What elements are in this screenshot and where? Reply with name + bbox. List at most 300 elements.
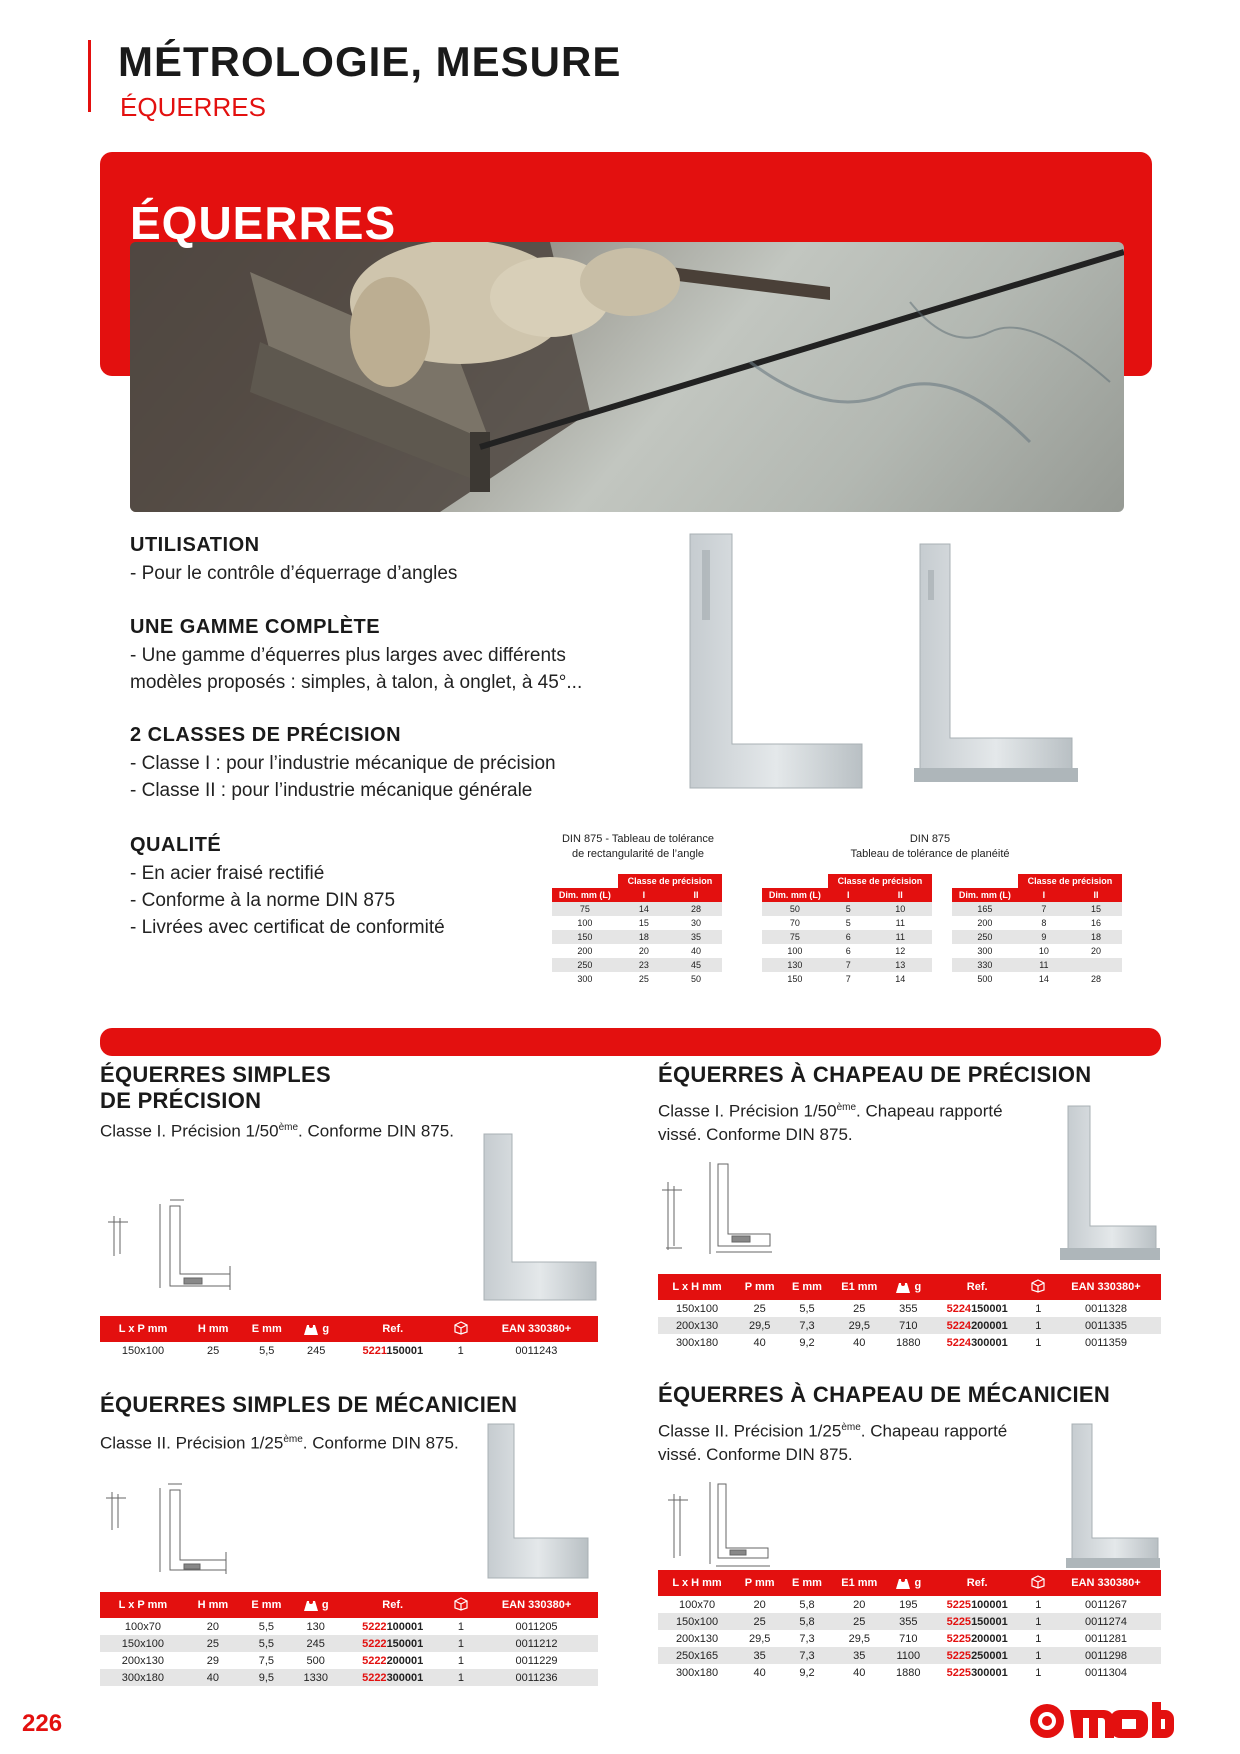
ref-cell bbox=[339, 1618, 447, 1635]
section-text: - Conforme à la norme DIN 875 bbox=[130, 890, 396, 911]
section-divider bbox=[100, 1028, 1161, 1056]
ref-suffix: 150001 bbox=[971, 1615, 1008, 1628]
table-cell: 5,5 bbox=[240, 1635, 293, 1652]
table-cell: 1 bbox=[1035, 1598, 1042, 1611]
table-cell: 40 bbox=[853, 1666, 866, 1679]
tolerance-cell: 70 bbox=[789, 918, 800, 928]
technical-drawing bbox=[100, 1196, 240, 1296]
section-text: - Classe I : pour l’industrie mécanique de précision bbox=[130, 753, 556, 774]
table-cell: 0011212 bbox=[475, 1635, 598, 1652]
square-photo-chapeau bbox=[900, 540, 1090, 790]
table-cell: 5,8 bbox=[783, 1613, 830, 1630]
tolerance-cell: 13 bbox=[869, 958, 932, 972]
tolerance-row bbox=[952, 958, 1122, 972]
table-row bbox=[658, 1647, 1161, 1664]
table-cell: 1 bbox=[1035, 1632, 1042, 1645]
technical-drawing bbox=[100, 1480, 240, 1580]
weight-header: g bbox=[293, 1592, 339, 1618]
table-header-cell: E mm bbox=[783, 1274, 830, 1300]
hero-title: ÉQUERRES bbox=[130, 197, 397, 249]
tolerance-cell: 18 bbox=[618, 930, 670, 944]
product-title-simple-mecanicien: ÉQUERRES SIMPLES DE MÉCANICIEN bbox=[100, 1392, 518, 1417]
ref-prefix: 5222 bbox=[362, 1654, 387, 1667]
package-header bbox=[1026, 1274, 1051, 1300]
table-row bbox=[658, 1334, 1161, 1351]
table-cell: 29 bbox=[206, 1654, 219, 1667]
tolerance-cell: 75 bbox=[762, 930, 828, 944]
table-header-cell: E1 mm bbox=[831, 1570, 888, 1596]
tolerance-cell: 100 bbox=[577, 918, 593, 928]
product-rows bbox=[100, 1342, 598, 1359]
tolerance-row bbox=[762, 944, 932, 958]
section-text: modèles proposés : simples, à talon, à onglet, à 45°... bbox=[130, 672, 583, 693]
table-cell: 300x180 bbox=[675, 1336, 719, 1349]
tolerance-cell: 18 bbox=[1070, 930, 1122, 944]
ref-suffix: 200001 bbox=[971, 1632, 1008, 1645]
tolerance-cell: 300 bbox=[977, 946, 993, 956]
table-cell: 5,5 bbox=[259, 1344, 275, 1357]
ref-cell bbox=[929, 1647, 1026, 1664]
table-header-cell: EAN 330380+ bbox=[475, 1592, 598, 1618]
table-cell: 300x180 bbox=[675, 1666, 719, 1679]
tolerance-cell: 100 bbox=[787, 946, 803, 956]
table-row bbox=[658, 1613, 1161, 1630]
ref-suffix: 300001 bbox=[386, 1671, 424, 1684]
table-cell: 9,5 bbox=[240, 1669, 293, 1686]
ref-cell bbox=[339, 1669, 447, 1686]
table-cell: 0011359 bbox=[1084, 1336, 1127, 1349]
ref-cell bbox=[339, 1652, 447, 1669]
ref-cell bbox=[929, 1664, 1026, 1681]
square-photo-simple bbox=[680, 530, 900, 798]
ref-prefix: 5225 bbox=[946, 1598, 972, 1611]
tolerance-table-planeite-1: Classe de précision Dim. mm (L) I II 50 5 10 70 5 11 75 6 11 100 6 12 130 7 13 150 7 14 bbox=[762, 874, 932, 986]
table-row bbox=[658, 1630, 1161, 1647]
table-cell: 0011205 bbox=[515, 1620, 558, 1633]
table-cell: 29,5 bbox=[736, 1317, 783, 1334]
table-header-cell: L x H mm bbox=[658, 1274, 736, 1300]
tolerance-cell: 28 bbox=[670, 902, 722, 916]
tolerance-rows bbox=[552, 902, 722, 986]
header-accent-bar bbox=[88, 40, 91, 112]
tolerance-cell: 16 bbox=[1090, 918, 1101, 928]
tolerance-cell: 330 bbox=[952, 958, 1018, 972]
technical-drawing bbox=[658, 1160, 778, 1260]
tolerance-cell: 250 bbox=[952, 930, 1018, 944]
tolerance-cell: 14 bbox=[1038, 974, 1049, 984]
product-photo-simple-mecanicien bbox=[484, 1420, 594, 1584]
table-cell: 1 bbox=[457, 1620, 465, 1633]
ref-suffix: 300001 bbox=[971, 1336, 1008, 1349]
product-table-simple-precision bbox=[100, 1316, 598, 1359]
table-cell: 35 bbox=[736, 1647, 783, 1664]
table-header-cell: Ref. bbox=[339, 1592, 447, 1618]
tolerance-cell bbox=[1070, 958, 1122, 972]
table-header-cell: EAN 330380+ bbox=[1051, 1570, 1161, 1596]
section-heading-gamme: UNE GAMME COMPLÈTE bbox=[130, 616, 381, 638]
table-row bbox=[658, 1300, 1161, 1317]
weight-icon bbox=[303, 1599, 319, 1611]
ref-cell bbox=[339, 1342, 446, 1359]
table-cell: 25 bbox=[736, 1613, 783, 1630]
product-rows bbox=[658, 1300, 1161, 1351]
ref-cell bbox=[929, 1300, 1026, 1317]
product-table-chapeau-precision bbox=[658, 1274, 1161, 1351]
product-photo-chapeau-mecanicien bbox=[1058, 1420, 1164, 1572]
tolerance-table-planeite-2: Classe de précision Dim. mm (L) I II 165 7 15 200 8 16 250 9 18 300 10 20 330 11 500 14 28 bbox=[952, 874, 1122, 986]
ref-prefix: 5225 bbox=[946, 1649, 972, 1662]
table-cell: 710 bbox=[899, 1632, 918, 1645]
package-header bbox=[1026, 1570, 1051, 1596]
table-cell: 1880 bbox=[896, 1666, 921, 1679]
ref-suffix: 150001 bbox=[971, 1302, 1008, 1315]
table-cell: 40 bbox=[853, 1336, 866, 1349]
table-cell: 1 bbox=[457, 1654, 465, 1667]
table-cell: 0011298 bbox=[1051, 1647, 1161, 1664]
tolerance-row bbox=[762, 916, 932, 930]
tolerance-cell: 200 bbox=[977, 918, 993, 928]
tolerance-row bbox=[552, 930, 722, 944]
table-cell: 25 bbox=[853, 1302, 866, 1315]
table-cell: 25 bbox=[753, 1302, 766, 1315]
product-title-simple-precision: ÉQUERRES SIMPLES DE PRÉCISION bbox=[100, 1062, 331, 1113]
table-cell: 245 bbox=[307, 1344, 326, 1357]
table-header-cell: Ref. bbox=[339, 1316, 446, 1342]
tolerance-cell: 20 bbox=[638, 946, 649, 956]
table-cell: 1 bbox=[1026, 1647, 1051, 1664]
product-table-simple-mecanicien bbox=[100, 1592, 598, 1686]
product-table-header bbox=[658, 1274, 1161, 1300]
tolerance-row bbox=[762, 930, 932, 944]
table-cell: 1 bbox=[447, 1669, 475, 1686]
product-table-chapeau-mecanicien bbox=[658, 1570, 1161, 1681]
table-cell: 29,5 bbox=[831, 1317, 888, 1334]
weight-header: g bbox=[293, 1316, 339, 1342]
weight-icon bbox=[895, 1281, 911, 1293]
table-cell: 1100 bbox=[888, 1647, 929, 1664]
tolerance-row bbox=[952, 944, 1122, 958]
tolerance-row bbox=[552, 944, 722, 958]
tolerance-row bbox=[552, 916, 722, 930]
table-cell: 100x70 bbox=[679, 1598, 716, 1611]
tolerance-cell: 25 bbox=[638, 974, 649, 984]
table-header-cell: E mm bbox=[240, 1316, 293, 1342]
page-title: MÉTROLOGIE, MESURE bbox=[118, 38, 622, 85]
table-cell: 0011229 bbox=[515, 1654, 558, 1667]
table-cell: 0011281 bbox=[1084, 1632, 1127, 1645]
hero-photo bbox=[130, 242, 1124, 512]
tolerance-row bbox=[952, 916, 1122, 930]
table-header-cell: P mm bbox=[736, 1274, 783, 1300]
tolerance-cell: 6 bbox=[845, 946, 851, 956]
tolerance-row bbox=[762, 972, 932, 986]
section-heading-qualite: QUALITÉ bbox=[130, 834, 222, 856]
table-cell: 25 bbox=[831, 1613, 888, 1630]
table-cell: 7,3 bbox=[783, 1317, 830, 1334]
table-cell: 0011304 bbox=[1084, 1666, 1127, 1679]
package-box-icon bbox=[453, 1321, 469, 1335]
tolerance-caption-planeite: DIN 875 Tableau de tolérance de planéité bbox=[850, 833, 1010, 860]
product-table-header bbox=[658, 1570, 1161, 1596]
ref-prefix: 5222 bbox=[362, 1620, 387, 1633]
tolerance-cell: 7 bbox=[845, 974, 851, 984]
tolerance-cell: 23 bbox=[618, 958, 670, 972]
table-cell: 0011267 bbox=[1084, 1598, 1127, 1611]
table-cell: 150x100 bbox=[100, 1635, 186, 1652]
tolerance-cell: 7 bbox=[1018, 902, 1070, 916]
tolerance-row bbox=[952, 930, 1122, 944]
tolerance-cell: 130 bbox=[762, 958, 828, 972]
page-subtitle: ÉQUERRES bbox=[120, 92, 266, 122]
tolerance-cell: 11 bbox=[895, 918, 905, 928]
tolerance-cell: 150 bbox=[787, 974, 803, 984]
table-cell: 1 bbox=[457, 1344, 464, 1357]
table-cell: 7,3 bbox=[783, 1647, 830, 1664]
table-cell: 5,8 bbox=[799, 1598, 815, 1611]
table-cell: 1 bbox=[1035, 1666, 1042, 1679]
ref-suffix: 100001 bbox=[386, 1620, 424, 1633]
ref-suffix: 250001 bbox=[971, 1649, 1008, 1662]
table-row bbox=[100, 1618, 598, 1635]
tolerance-table-angle: Classe de précision Dim. mm (L) I II 75 14 28 100 15 30 150 18 35 200 20 40 250 23 45 300 25 50 bbox=[552, 874, 722, 986]
ref-cell bbox=[929, 1317, 1026, 1334]
product-desc-chapeau-precision: Classe I. Précision 1/50ème. Chapeau rapporté vissé. Conforme DIN 875. bbox=[658, 1101, 1003, 1144]
table-cell: 20 bbox=[206, 1620, 219, 1633]
table-row bbox=[658, 1596, 1161, 1613]
tolerance-row bbox=[762, 902, 932, 916]
ref-suffix: 300001 bbox=[971, 1666, 1008, 1679]
tolerance-cell: 11 bbox=[1018, 958, 1070, 972]
package-box-icon bbox=[453, 1597, 469, 1611]
table-header-cell: Ref. bbox=[929, 1274, 1026, 1300]
tolerance-rows bbox=[762, 902, 932, 986]
table-cell: 1 bbox=[1026, 1613, 1051, 1630]
section-text: - Livrées avec certificat de conformité bbox=[130, 917, 445, 938]
table-header-cell: L x P mm bbox=[100, 1316, 186, 1342]
ref-cell bbox=[929, 1630, 1026, 1647]
product-desc-simple-precision: Classe I. Précision 1/50ème. Conforme DIN 875. bbox=[100, 1121, 454, 1141]
table-header-cell: H mm bbox=[186, 1316, 240, 1342]
tolerance-cell: 5 bbox=[828, 902, 869, 916]
tolerance-cell: 300 bbox=[577, 974, 593, 984]
product-photo-chapeau-precision bbox=[1052, 1102, 1162, 1264]
table-cell: 9,2 bbox=[799, 1666, 815, 1679]
ref-cell bbox=[929, 1596, 1026, 1613]
section-text: - En acier fraisé rectifié bbox=[130, 863, 325, 884]
table-cell: 1 bbox=[1035, 1336, 1042, 1349]
table-header-cell: L x H mm bbox=[658, 1570, 736, 1596]
table-cell: 0011243 bbox=[515, 1344, 558, 1357]
table-cell: 40 bbox=[186, 1669, 240, 1686]
table-cell: 200x130 bbox=[121, 1654, 165, 1667]
table-cell: 150x100 bbox=[658, 1613, 736, 1630]
product-desc-chapeau-mecanicien: Classe II. Précision 1/25ème. Chapeau rapporté vissé. Conforme DIN 875. bbox=[658, 1421, 1008, 1464]
tolerance-cell: 15 bbox=[638, 918, 649, 928]
table-cell: 1 bbox=[1035, 1302, 1042, 1315]
tolerance-row bbox=[552, 958, 722, 972]
ref-suffix: 150001 bbox=[386, 1637, 424, 1650]
weight-icon bbox=[895, 1577, 911, 1589]
ref-suffix: 100001 bbox=[971, 1598, 1008, 1611]
table-row bbox=[658, 1664, 1161, 1681]
table-cell: 35 bbox=[831, 1647, 888, 1664]
tolerance-cell: 6 bbox=[828, 930, 869, 944]
tolerance-cell: 75 bbox=[552, 902, 618, 916]
weight-header: g bbox=[888, 1274, 929, 1300]
table-cell: 130 bbox=[306, 1620, 325, 1633]
tolerance-row bbox=[552, 902, 722, 916]
product-rows bbox=[658, 1596, 1161, 1681]
product-title-chapeau-mecanicien: ÉQUERRES À CHAPEAU DE MÉCANICIEN bbox=[658, 1382, 1111, 1407]
table-cell: 300x180 bbox=[100, 1669, 186, 1686]
tolerance-cell: 10 bbox=[1038, 946, 1049, 956]
table-cell: 20 bbox=[753, 1598, 766, 1611]
section-heading-utilisation: UTILISATION bbox=[130, 534, 260, 556]
tolerance-cell: 250 bbox=[552, 958, 618, 972]
weight-header: g bbox=[888, 1570, 929, 1596]
table-cell: 245 bbox=[293, 1635, 339, 1652]
tolerance-cell: 14 bbox=[618, 902, 670, 916]
table-cell: 355 bbox=[888, 1613, 929, 1630]
table-cell: 0011335 bbox=[1051, 1317, 1161, 1334]
table-cell: 355 bbox=[899, 1302, 918, 1315]
ref-prefix: 5224 bbox=[946, 1302, 972, 1315]
tolerance-cell: 20 bbox=[1090, 946, 1101, 956]
tolerance-cell: 165 bbox=[952, 902, 1018, 916]
table-cell: 150x100 bbox=[121, 1344, 165, 1357]
table-header-cell: E1 mm bbox=[831, 1274, 888, 1300]
table-header-cell: EAN 330380+ bbox=[475, 1316, 598, 1342]
table-cell: 200x130 bbox=[658, 1317, 736, 1334]
tolerance-cell: 15 bbox=[1070, 902, 1122, 916]
table-cell: 500 bbox=[306, 1654, 325, 1667]
table-row bbox=[100, 1669, 598, 1686]
product-desc-simple-mecanicien: Classe II. Précision 1/25ème. Conforme DIN 875. bbox=[100, 1433, 459, 1453]
table-row bbox=[100, 1652, 598, 1669]
ref-prefix: 5225 bbox=[946, 1615, 972, 1628]
tolerance-cell: 45 bbox=[670, 958, 722, 972]
table-header-cell: Ref. bbox=[929, 1570, 1026, 1596]
tolerance-row bbox=[552, 972, 722, 986]
table-cell: 1330 bbox=[293, 1669, 339, 1686]
table-cell: 40 bbox=[753, 1666, 766, 1679]
section-text: - Une gamme d’équerres plus larges avec différents bbox=[130, 645, 566, 666]
section-text: - Classe II : pour l’industrie mécanique générale bbox=[130, 780, 533, 801]
tolerance-cell: 40 bbox=[690, 946, 701, 956]
tolerance-cell: 14 bbox=[895, 974, 906, 984]
tolerance-caption-angle: DIN 875 - Tableau de tolérance de rectangularité de l’angle bbox=[561, 833, 715, 860]
ref-cell bbox=[339, 1635, 447, 1652]
ref-prefix: 5224 bbox=[946, 1319, 972, 1332]
table-header-cell: H mm bbox=[186, 1592, 240, 1618]
table-cell: 1 bbox=[1026, 1317, 1051, 1334]
product-rows bbox=[100, 1618, 598, 1686]
page-number: 226 bbox=[22, 1710, 63, 1737]
tolerance-cell: 30 bbox=[690, 918, 701, 928]
table-header-cell: P mm bbox=[736, 1570, 783, 1596]
tolerance-cell: 9 bbox=[1018, 930, 1070, 944]
table-cell: 150x100 bbox=[675, 1302, 719, 1315]
ref-prefix: 5222 bbox=[362, 1637, 387, 1650]
section-heading-classes: 2 CLASSES DE PRÉCISION bbox=[130, 724, 402, 746]
tolerance-row bbox=[952, 902, 1122, 916]
table-cell: 7,3 bbox=[799, 1632, 815, 1645]
package-header bbox=[447, 1316, 475, 1342]
table-row bbox=[658, 1317, 1161, 1334]
ref-cell bbox=[929, 1334, 1026, 1351]
table-header-cell: E mm bbox=[240, 1592, 293, 1618]
tolerance-cell: 12 bbox=[895, 946, 906, 956]
table-cell: 20 bbox=[853, 1598, 866, 1611]
tolerance-cell: 150 bbox=[552, 930, 618, 944]
product-table-header bbox=[100, 1316, 598, 1342]
table-cell: 200x130 bbox=[675, 1632, 719, 1645]
package-box-icon bbox=[1030, 1279, 1046, 1293]
tolerance-cell: 200 bbox=[577, 946, 593, 956]
product-photo-simple-precision bbox=[478, 1130, 600, 1306]
table-cell: 0011236 bbox=[475, 1669, 598, 1686]
table-cell: 40 bbox=[753, 1336, 766, 1349]
table-cell: 195 bbox=[899, 1598, 918, 1611]
ref-suffix: 200001 bbox=[971, 1319, 1008, 1332]
table-cell: 710 bbox=[888, 1317, 929, 1334]
ref-suffix: 200001 bbox=[386, 1654, 424, 1667]
tolerance-cell: 10 bbox=[869, 902, 932, 916]
tolerance-cell: 50 bbox=[762, 902, 828, 916]
weight-icon bbox=[303, 1323, 319, 1335]
table-cell: 9,2 bbox=[799, 1336, 815, 1349]
table-row bbox=[100, 1635, 598, 1652]
table-cell: 29,5 bbox=[748, 1632, 771, 1645]
table-cell: 1 bbox=[447, 1635, 475, 1652]
tolerance-row bbox=[952, 972, 1122, 986]
ref-prefix: 5225 bbox=[946, 1632, 972, 1645]
package-box-icon bbox=[1030, 1575, 1046, 1589]
tolerance-cell: 28 bbox=[1090, 974, 1101, 984]
tolerance-cell: 35 bbox=[670, 930, 722, 944]
table-cell: 25 bbox=[186, 1635, 240, 1652]
table-cell: 100x70 bbox=[124, 1620, 161, 1633]
tolerance-cell: 11 bbox=[869, 930, 932, 944]
tolerance-cell: 7 bbox=[828, 958, 869, 972]
table-cell: 0011274 bbox=[1051, 1613, 1161, 1630]
table-cell: 29,5 bbox=[848, 1632, 870, 1645]
table-header-cell: L x P mm bbox=[100, 1592, 186, 1618]
table-cell: 5,5 bbox=[799, 1302, 815, 1315]
tolerance-rows bbox=[952, 902, 1122, 986]
table-cell: 250x165 bbox=[658, 1647, 736, 1664]
product-title-chapeau-precision: ÉQUERRES À CHAPEAU DE PRÉCISION bbox=[658, 1062, 1092, 1087]
ref-cell bbox=[929, 1613, 1026, 1630]
package-header bbox=[447, 1592, 475, 1618]
ref-prefix: 5221 bbox=[362, 1344, 387, 1357]
section-text: - Pour le contrôle d’équerrage d’angles bbox=[130, 563, 458, 584]
table-row bbox=[100, 1342, 598, 1359]
table-header-cell: EAN 330380+ bbox=[1051, 1274, 1161, 1300]
ref-prefix: 5224 bbox=[946, 1336, 972, 1349]
table-cell: 0011328 bbox=[1084, 1302, 1127, 1315]
table-cell: 5,5 bbox=[258, 1620, 275, 1633]
tolerance-cell: 50 bbox=[690, 974, 701, 984]
ref-prefix: 5222 bbox=[362, 1671, 387, 1684]
product-table-header bbox=[100, 1592, 598, 1618]
table-header-cell: E mm bbox=[783, 1570, 830, 1596]
brand-logo bbox=[1028, 1702, 1174, 1740]
tolerance-cell: 500 bbox=[977, 974, 993, 984]
tolerance-cell: 5 bbox=[845, 918, 851, 928]
table-cell: 25 bbox=[206, 1344, 220, 1357]
table-cell: 1880 bbox=[896, 1336, 921, 1349]
